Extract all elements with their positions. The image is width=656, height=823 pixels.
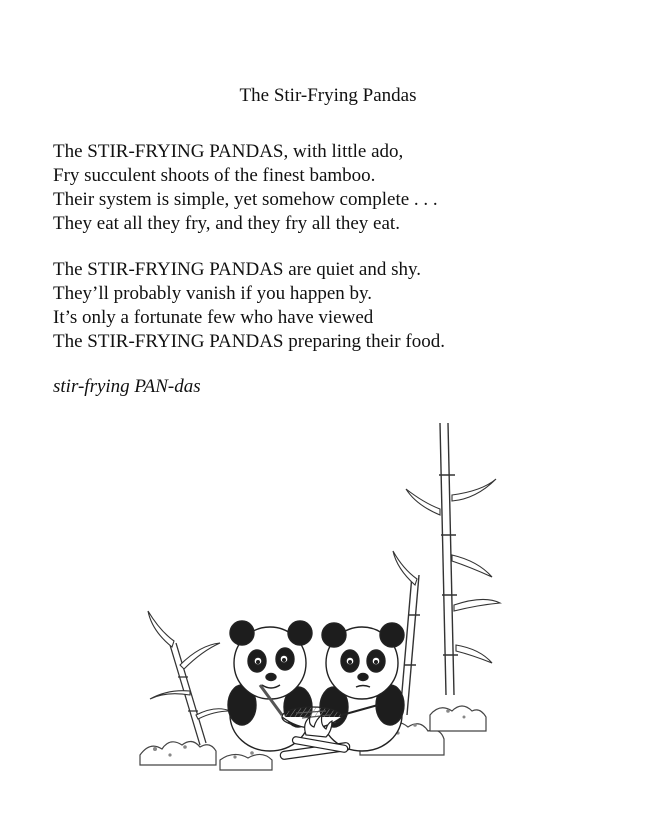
stanza-2: [53, 258, 643, 354]
bamboo-right: [400, 423, 458, 715]
stanza-line: They eat all they fry, and they fry all they eat.: [53, 213, 400, 234]
bamboo-leaves-left: [148, 611, 230, 719]
bamboo-leaves-right: [393, 479, 500, 663]
stanza-line: Fry succulent shoots of the finest bamboo.: [53, 165, 376, 186]
stanza-line: The STIR-FRYING PANDAS, with little ado,: [53, 141, 404, 162]
stanza-line: It’s only a fortunate few who have viewed: [53, 307, 374, 328]
stanza-line: They’ll probably vanish if you happen by.: [53, 283, 373, 304]
stanza-1: [53, 140, 643, 236]
panda-illustration: [130, 415, 510, 785]
panda-right: [320, 623, 404, 751]
pronunciation-guide: stir-frying PAN-das: [53, 376, 201, 397]
panda-left: [228, 621, 312, 751]
stanza-line: The STIR-FRYING PANDAS preparing their food.: [53, 331, 445, 352]
stanza-line: Their system is simple, yet somehow complete . . .: [53, 189, 438, 210]
stanza-line: The STIR-FRYING PANDAS are quiet and shy.: [53, 259, 422, 280]
poem-title: The Stir-Frying Pandas: [239, 85, 417, 106]
